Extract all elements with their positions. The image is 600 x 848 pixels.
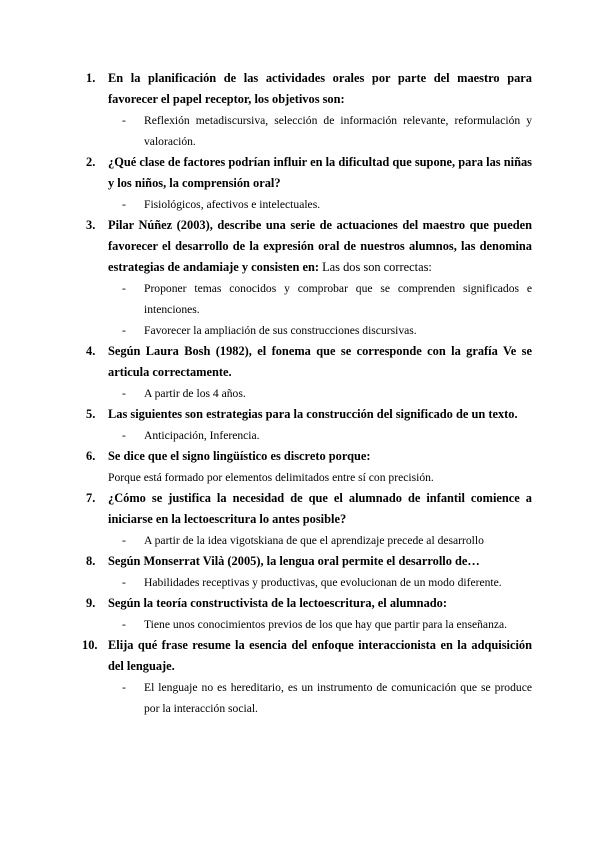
question-number: 7. (86, 491, 96, 505)
question-number: 4. (86, 344, 96, 358)
question-10 (82, 635, 532, 719)
question-number: 9. (86, 596, 96, 610)
answer-text: A partir de los 4 años. (144, 387, 246, 400)
answer-list (88, 383, 532, 404)
dash-bullet: - (122, 429, 126, 442)
question-8 (88, 551, 532, 593)
dash-bullet: - (122, 618, 126, 631)
question-text: Elija qué frase resume la esencia del enfoque interaccionista en la adquisición del lenguaje. (108, 638, 532, 673)
answer-list (88, 110, 532, 152)
question-text (108, 215, 532, 278)
question-text: ¿Qué clase de factores podrían influir en la dificultad que supone, para las niñas y los niños, la comprensión oral? (108, 155, 532, 190)
answer-list (88, 194, 532, 215)
answer-item (122, 320, 532, 341)
question-9 (88, 593, 532, 635)
question-number: 2. (86, 155, 96, 169)
question-number: 5. (86, 407, 96, 421)
answer-item (122, 677, 532, 719)
question-number: 3. (86, 218, 96, 232)
answer-item (122, 194, 532, 215)
dash-bullet: - (122, 198, 126, 211)
inline-answer: Las dos son correctas: (322, 260, 432, 274)
question-6 (88, 446, 532, 488)
question-number: 1. (86, 71, 96, 85)
answer-text: Reflexión metadiscursiva, selección de información relevante, reformulación y valoración. (144, 114, 532, 148)
answer-text: Anticipación, Inferencia. (144, 429, 260, 442)
question-text: Se dice que el signo lingüístico es discreto porque: (108, 449, 371, 463)
answer-item (122, 383, 532, 404)
answer-list (88, 677, 532, 719)
dash-bullet: - (122, 114, 126, 127)
answer-text: El lenguaje no es hereditario, es un instrumento de comunicación que se produce por la interacción social. (144, 681, 532, 715)
question-2 (88, 152, 532, 215)
answer-item (122, 572, 532, 593)
question-7 (88, 488, 532, 551)
question-number: 6. (86, 449, 96, 463)
question-text: En la planificación de las actividades orales por parte del maestro para favorecer el papel receptor, los objetivos son: (108, 71, 532, 106)
answer-item (122, 425, 532, 446)
question-text: Según Monserrat Vilà (2005), la lengua oral permite el desarrollo de… (108, 554, 480, 568)
question-1 (88, 68, 532, 152)
dash-bullet: - (122, 324, 126, 337)
answer-text: A partir de la idea vigotskiana de que el aprendizaje precede al desarrollo (144, 534, 484, 547)
answer-text: Habilidades receptivas y productivas, que evolucionan de un modo diferente. (144, 576, 502, 589)
answer-text: Fisiológicos, afectivos e intelectuales. (144, 198, 321, 211)
answer-text: Tiene unos conocimientos previos de los que hay que partir para la enseñanza. (144, 618, 508, 631)
dash-bullet: - (122, 681, 126, 694)
question-number: 10. (82, 638, 98, 652)
dash-bullet: - (122, 387, 126, 400)
answer-item (122, 110, 532, 152)
question-text: Según Laura Bosh (1982), el fonema que se corresponde con la grafía Ve se articula correctamente. (108, 344, 532, 379)
answer-list (88, 572, 532, 593)
answer-list (88, 614, 532, 635)
answer-list (88, 530, 532, 551)
answer-text: Proponer temas conocidos y comprobar que se comprenden significados e intenciones. (144, 282, 532, 316)
answer-item (122, 278, 532, 320)
question-5 (88, 404, 532, 446)
question-text: Según la teoría constructivista de la lectoescritura, el alumnado: (108, 596, 447, 610)
question-4 (88, 341, 532, 404)
dash-bullet: - (122, 282, 126, 295)
dash-bullet: - (122, 576, 126, 589)
question-text-bold: Pilar Núñez (2003), describe una serie de actuaciones del maestro que pueden favorecer el desarrollo de la expresión oral de nuestros alumnos, las denomina estrategias de andamiaje y consisten en: (108, 218, 532, 274)
question-text: ¿Cómo se justifica la necesidad de que el alumnado de infantil comience a iniciarse en la lectoescritura lo antes posible? (108, 491, 532, 526)
dash-bullet: - (122, 534, 126, 547)
answer-text: Favorecer la ampliación de sus construcciones discursivas. (144, 324, 417, 337)
question-3 (88, 215, 532, 341)
answer-item (122, 530, 532, 551)
answer-text: Porque está formado por elementos delimitados entre sí con precisión. (108, 471, 434, 484)
question-text: Las siguientes son estrategias para la construcción del significado de un texto. (108, 407, 518, 421)
question-number: 8. (86, 554, 96, 568)
answer-list (88, 425, 532, 446)
answer-list (88, 278, 532, 341)
answer-item (122, 614, 532, 635)
